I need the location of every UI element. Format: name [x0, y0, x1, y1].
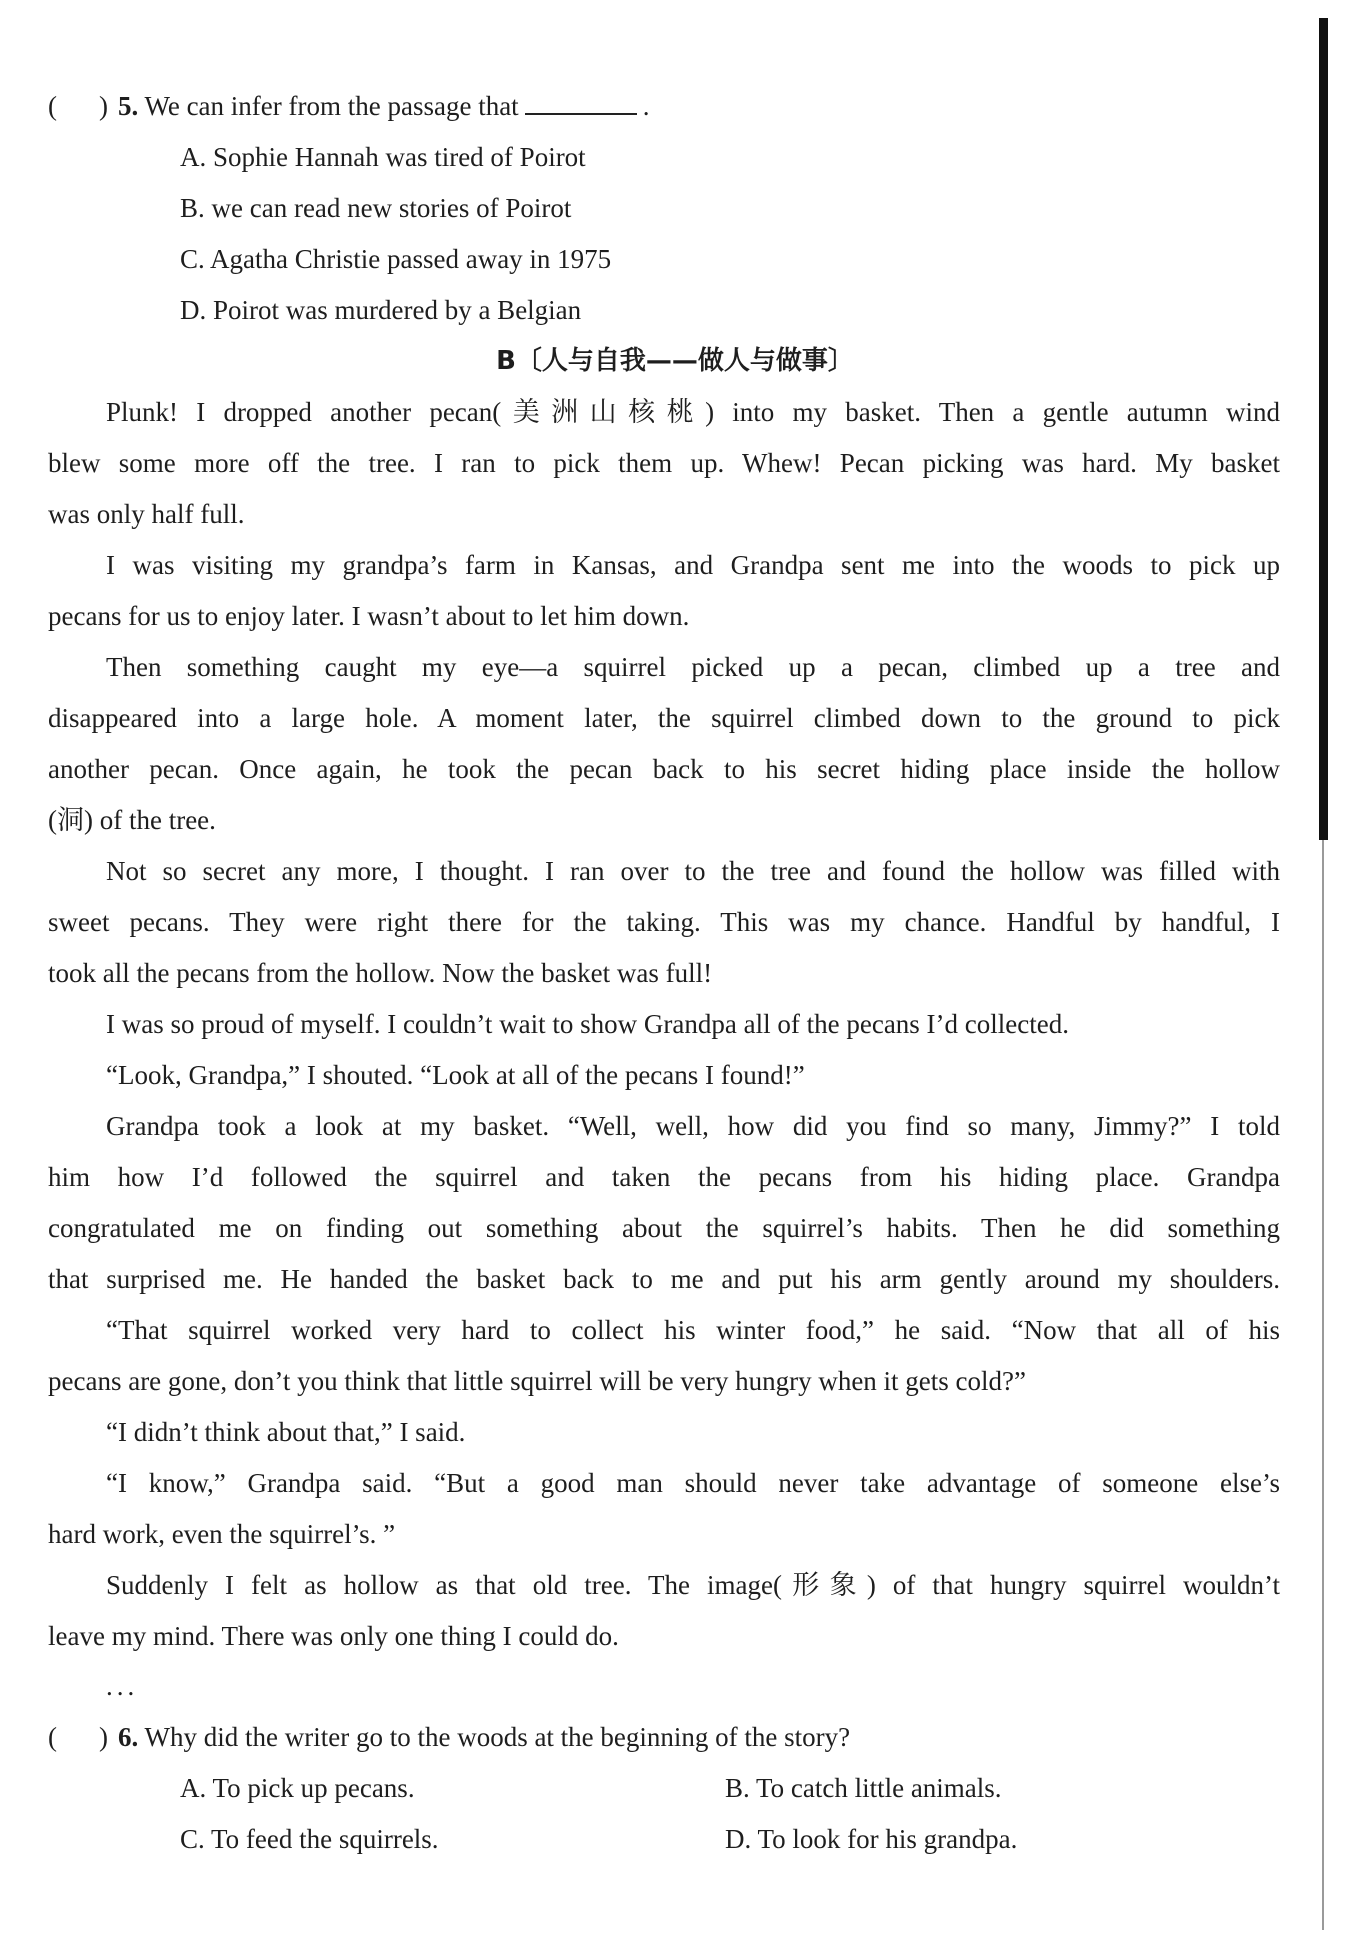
q5-option-d: D. Poirot was murdered by a Belgian — [180, 295, 582, 325]
passage-line: leave my mind. There was only one thing I could do. — [48, 1621, 619, 1651]
question-5-number: 5. — [118, 91, 139, 121]
passage-line: Then something caught my eye—a squirrel picked up a pecan, climbed up a tree and — [106, 652, 1280, 682]
section-b-heading: B〔人与自我——做人与做事〕 — [496, 346, 854, 376]
passage-line: sweet pecans. They were right there for the taking. This was my chance. Handful by handful, I — [48, 907, 1280, 937]
passage-line: I was visiting my grandpa’s farm in Kansas, and Grandpa sent me into the woods to pick up — [106, 550, 1280, 580]
question-5-stem: ( ) 5. We can infer from the passage that . — [48, 86, 1280, 126]
passage-line: hard work, even the squirrel’s. ” — [48, 1519, 396, 1549]
answer-blank — [525, 87, 637, 115]
question-6-number: 6. — [118, 1722, 139, 1752]
passage-line: that surprised me. He handed the basket back to me and put his arm gently around my shoulders. — [48, 1264, 1280, 1294]
passage-line: “Look, Grandpa,” I shouted. “Look at all of the pecans I found!” — [106, 1060, 805, 1090]
passage-line: Suddenly I felt as hollow as that old tree. The image(形象) of that hungry squirrel wouldn’t — [106, 1570, 1280, 1600]
q6-option-a: A. To pick up pecans. — [180, 1773, 415, 1803]
passage-line: “I know,” Grandpa said. “But a good man should never take advantage of someone else’s — [106, 1468, 1280, 1498]
passage-line: (洞) of the tree. — [48, 805, 216, 835]
passage-line: another pecan. Once again, he took the pecan back to his secret hiding place inside the hollow — [48, 754, 1280, 784]
passage-line: blew some more off the tree. I ran to pick them up. Whew! Pecan picking was hard. My basket — [48, 448, 1280, 478]
question-5-text: We can infer from the passage that — [144, 91, 519, 121]
q6-option-c: C. To feed the squirrels. — [180, 1824, 439, 1854]
passage-line: pecans for us to enjoy later. I wasn’t about to let him down. — [48, 601, 690, 631]
q5-option-a: A. Sophie Hannah was tired of Poirot — [180, 142, 586, 172]
passage-line: I was so proud of myself. I couldn’t wait to show Grandpa all of the pecans I’d collected. — [106, 1009, 1069, 1039]
passage-line: him how I’d followed the squirrel and taken the pecans from his hiding place. Grandpa — [48, 1162, 1280, 1192]
passage-line: congratulated me on finding out something about the squirrel’s habits. Then he did something — [48, 1213, 1280, 1243]
scan-edge-bar — [1319, 18, 1328, 840]
q5-option-c: C. Agatha Christie passed away in 1975 — [180, 244, 612, 274]
scan-edge-line — [1322, 840, 1324, 1930]
passage-line: “That squirrel worked very hard to collect his winter food,” he said. “Now that all of his — [106, 1315, 1280, 1345]
passage-line: was only half full. — [48, 499, 245, 529]
passage-line: Plunk! I dropped another pecan(美洲山核桃) into my basket. Then a gentle autumn wind — [106, 397, 1280, 427]
passage-line: disappeared into a large hole. A moment later, the squirrel climbed down to the ground to pick — [48, 703, 1280, 733]
q6-option-b: B. To catch little animals. — [725, 1773, 1002, 1803]
question-6-stem: ( ) 6. Why did the writer go to the woods at the beginning of the story? — [48, 1722, 851, 1752]
ellipsis: ... — [106, 1671, 139, 1701]
passage-line: took all the pecans from the hollow. Now the basket was full! — [48, 958, 713, 988]
passage-line: Grandpa took a look at my basket. “Well, well, how did you find so many, Jimmy?” I told — [106, 1111, 1280, 1141]
question-6-text: Why did the writer go to the woods at the beginning of the story? — [144, 1722, 851, 1752]
q6-option-d: D. To look for his grandpa. — [725, 1824, 1018, 1854]
passage-line: pecans are gone, don’t you think that little squirrel will be very hungry when it gets cold?” — [48, 1366, 1026, 1396]
q5-option-b: B. we can read new stories of Poirot — [180, 193, 572, 223]
passage-line: “I didn’t think about that,” I said. — [106, 1417, 466, 1447]
passage-line: Not so secret any more, I thought. I ran over to the tree and found the hollow was filled with — [106, 856, 1280, 886]
